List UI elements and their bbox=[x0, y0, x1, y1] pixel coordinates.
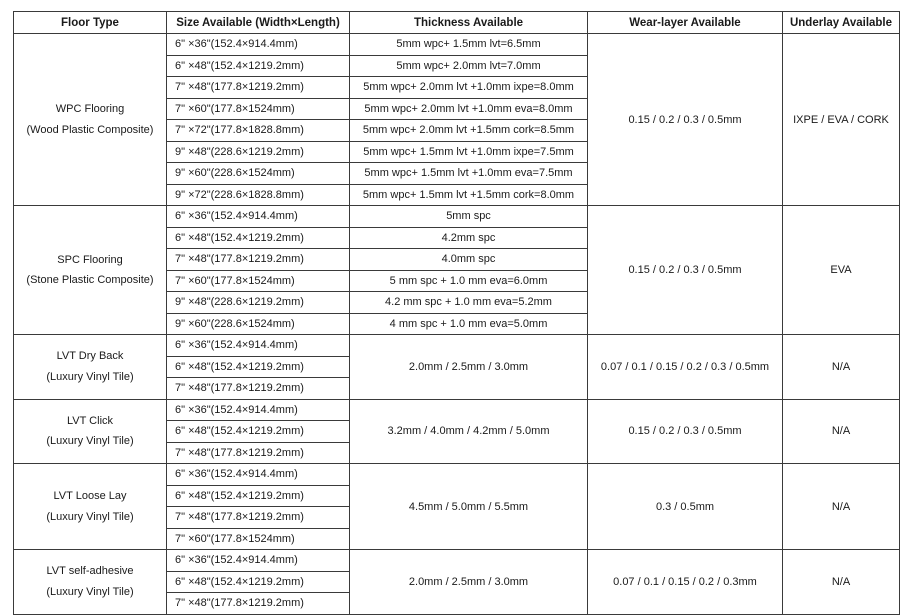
wear-layer-cell: 0.15 / 0.2 / 0.3 / 0.5mm bbox=[588, 399, 783, 464]
size-cell: 7" ×48"(177.8×1219.2mm) bbox=[167, 378, 350, 400]
floor-type-cell bbox=[14, 399, 167, 464]
floor-type-cell bbox=[14, 335, 167, 400]
header-underlay: Underlay Available bbox=[783, 12, 900, 34]
size-cell: 6" ×36"(152.4×914.4mm) bbox=[167, 335, 350, 357]
thickness-cell: 4.0mm spc bbox=[350, 249, 588, 271]
floor-type-name: SPC Flooring bbox=[57, 253, 123, 266]
size-cell: 6" ×48"(152.4×1219.2mm) bbox=[167, 485, 350, 507]
thickness-cell: 5mm wpc+ 1.5mm lvt +1.0mm eva=7.5mm bbox=[350, 163, 588, 185]
thickness-cell: 4 mm spc + 1.0 mm eva=5.0mm bbox=[350, 313, 588, 335]
spec-table-container bbox=[13, 11, 899, 615]
table-row bbox=[14, 399, 900, 421]
header-thickness: Thickness Available bbox=[350, 12, 588, 34]
thickness-cell: 2.0mm / 2.5mm / 3.0mm bbox=[350, 550, 588, 615]
size-cell: 7" ×48"(177.8×1219.2mm) bbox=[167, 593, 350, 615]
wear-layer-cell: 0.3 / 0.5mm bbox=[588, 464, 783, 550]
thickness-cell: 4.5mm / 5.0mm / 5.5mm bbox=[350, 464, 588, 550]
size-cell: 9" ×48"(228.6×1219.2mm) bbox=[167, 292, 350, 314]
floor-type-subtitle: (Luxury Vinyl Tile) bbox=[46, 370, 134, 383]
thickness-cell: 5mm wpc+ 1.5mm lvt +1.0mm ixpe=7.5mm bbox=[350, 141, 588, 163]
size-cell: 6" ×48"(152.4×1219.2mm) bbox=[167, 571, 350, 593]
thickness-cell: 5mm spc bbox=[350, 206, 588, 228]
floor-type-subtitle: (Luxury Vinyl Tile) bbox=[46, 435, 134, 448]
floor-type-name: WPC Flooring bbox=[55, 103, 125, 115]
floor-type-name: LVT Click bbox=[66, 414, 114, 427]
size-cell: 6" ×36"(152.4×914.4mm) bbox=[167, 399, 350, 421]
size-cell: 6" ×36"(152.4×914.4mm) bbox=[167, 206, 350, 228]
size-cell: 9" ×60"(228.6×1524mm) bbox=[167, 313, 350, 335]
size-cell: 6" ×48"(152.4×1219.2mm) bbox=[167, 356, 350, 378]
size-cell: 6" ×36"(152.4×914.4mm) bbox=[167, 550, 350, 572]
table-row bbox=[14, 34, 900, 56]
wear-layer-cell: 0.07 / 0.1 / 0.15 / 0.2 / 0.3 / 0.5mm bbox=[588, 335, 783, 400]
underlay-cell: IXPE / EVA / CORK bbox=[783, 34, 900, 206]
table-row bbox=[14, 550, 900, 572]
header-wear-layer: Wear-layer Available bbox=[588, 12, 783, 34]
thickness-cell: 5mm wpc+ 1.5mm lvt=6.5mm bbox=[350, 34, 588, 56]
floor-type-name: LVT self-adhesive bbox=[46, 565, 134, 578]
header-floor-type: Floor Type bbox=[14, 12, 167, 34]
wear-layer-cell: 0.07 / 0.1 / 0.15 / 0.2 / 0.3mm bbox=[588, 550, 783, 615]
thickness-cell: 4.2 mm spc + 1.0 mm eva=5.2mm bbox=[350, 292, 588, 314]
size-cell: 6" ×48"(152.4×1219.2mm) bbox=[167, 227, 350, 249]
table-row bbox=[14, 206, 900, 228]
thickness-cell: 5mm wpc+ 2.0mm lvt +1.0mm ixpe=8.0mm bbox=[350, 77, 588, 99]
floor-type-subtitle: (Luxury Vinyl Tile) bbox=[46, 585, 134, 598]
size-cell: 7" ×48"(177.8×1219.2mm) bbox=[167, 77, 350, 99]
underlay-cell: N/A bbox=[783, 464, 900, 550]
size-cell: 6" ×36"(152.4×914.4mm) bbox=[167, 464, 350, 486]
size-cell: 6" ×36"(152.4×914.4mm) bbox=[167, 34, 350, 56]
floor-type-name: LVT Loose Lay bbox=[53, 490, 127, 502]
thickness-cell: 2.0mm / 2.5mm / 3.0mm bbox=[350, 335, 588, 400]
floor-type-cell bbox=[14, 206, 167, 335]
underlay-cell: EVA bbox=[783, 206, 900, 335]
flooring-spec-table bbox=[13, 11, 900, 615]
size-cell: 7" ×48"(177.8×1219.2mm) bbox=[167, 442, 350, 464]
wear-layer-cell: 0.15 / 0.2 / 0.3 / 0.5mm bbox=[588, 206, 783, 335]
thickness-cell: 5mm wpc+ 1.5mm lvt +1.5mm cork=8.0mm bbox=[350, 184, 588, 206]
floor-type-subtitle: (Luxury Vinyl Tile) bbox=[46, 510, 134, 523]
size-cell: 7" ×48"(177.8×1219.2mm) bbox=[167, 507, 350, 529]
thickness-cell: 3.2mm / 4.0mm / 4.2mm / 5.0mm bbox=[350, 399, 588, 464]
floor-type-subtitle: (Stone Plastic Composite) bbox=[26, 274, 154, 286]
underlay-cell: N/A bbox=[783, 399, 900, 464]
wear-layer-cell: 0.15 / 0.2 / 0.3 / 0.5mm bbox=[588, 34, 783, 206]
thickness-cell: 5 mm spc + 1.0 mm eva=6.0mm bbox=[350, 270, 588, 292]
thickness-cell: 5mm wpc+ 2.0mm lvt +1.0mm eva=8.0mm bbox=[350, 98, 588, 120]
size-cell: 7" ×60"(177.8×1524mm) bbox=[167, 98, 350, 120]
thickness-cell: 5mm wpc+ 2.0mm lvt=7.0mm bbox=[350, 55, 588, 77]
table-row bbox=[14, 335, 900, 357]
size-cell: 7" ×60"(177.8×1524mm) bbox=[167, 528, 350, 550]
size-cell: 9" ×60"(228.6×1524mm) bbox=[167, 163, 350, 185]
floor-type-cell bbox=[14, 550, 167, 615]
header-size: Size Available (Width×Length) bbox=[167, 12, 350, 34]
floor-type-subtitle: (Wood Plastic Composite) bbox=[26, 123, 154, 136]
underlay-cell: N/A bbox=[783, 550, 900, 615]
table-body bbox=[14, 34, 900, 615]
thickness-cell: 5mm wpc+ 2.0mm lvt +1.5mm cork=8.5mm bbox=[350, 120, 588, 142]
underlay-cell: N/A bbox=[783, 335, 900, 400]
size-cell: 6" ×48"(152.4×1219.2mm) bbox=[167, 421, 350, 443]
size-cell: 7" ×48"(177.8×1219.2mm) bbox=[167, 249, 350, 271]
thickness-cell: 4.2mm spc bbox=[350, 227, 588, 249]
size-cell: 9" ×48"(228.6×1219.2mm) bbox=[167, 141, 350, 163]
size-cell: 9" ×72"(228.6×1828.8mm) bbox=[167, 184, 350, 206]
floor-type-name: LVT Dry Back bbox=[56, 350, 124, 363]
floor-type-cell bbox=[14, 34, 167, 206]
size-cell: 6" ×48"(152.4×1219.2mm) bbox=[167, 55, 350, 77]
size-cell: 7" ×72"(177.8×1828.8mm) bbox=[167, 120, 350, 142]
size-cell: 7" ×60"(177.8×1524mm) bbox=[167, 270, 350, 292]
floor-type-cell bbox=[14, 464, 167, 550]
header-row bbox=[14, 12, 900, 34]
table-row bbox=[14, 464, 900, 486]
